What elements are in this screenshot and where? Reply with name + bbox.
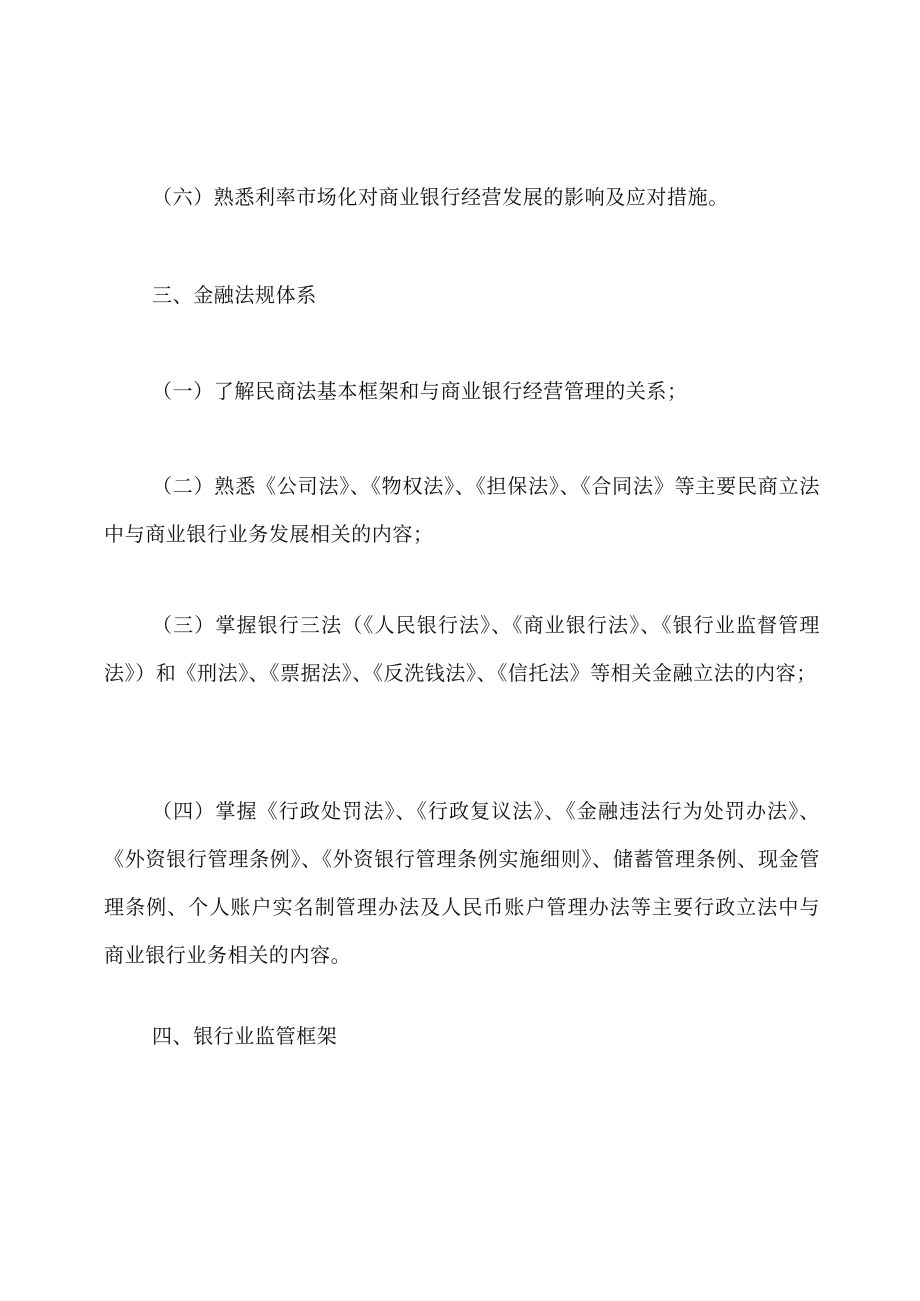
paragraph-banking-laws: （三）掌握银行三法（《人民银行法》、《商业银行法》、《银行业监督管理法》）和《刑法》、《票据法》、《反洗钱法》、《信托法》等相关金融立法的内容； [104, 613, 820, 685]
section-heading-financial-regulations: 三、金融法规体系 [152, 283, 317, 307]
paragraph-civil-commercial-legislation: （二）熟悉《公司法》、《物权法》、《担保法》、《合同法》等主要民商立法中与商业银行业务发展相关的内容； [104, 474, 820, 546]
paragraph-civil-commercial-law-framework: （一）了解民商法基本框架和与商业银行经营管理的关系； [152, 379, 688, 403]
paragraph-interest-rate-liberalization: （六）熟悉利率市场化对商业银行经营发展的影响及应对措施。 [152, 185, 729, 209]
paragraph-administrative-legislation: （四）掌握《行政处罚法》、《行政复议法》、《金融违法行为处罚办法》、《外资银行管理条例》、《外资银行管理条例实施细则》、储蓄管理条例、现金管理条例、个人账户实名制管理办法及人民币账户管理办法等主要行政立法中与商业银行业务相关的内容。 [104, 799, 820, 967]
section-heading-banking-supervision: 四、银行业监管框架 [152, 1024, 338, 1048]
